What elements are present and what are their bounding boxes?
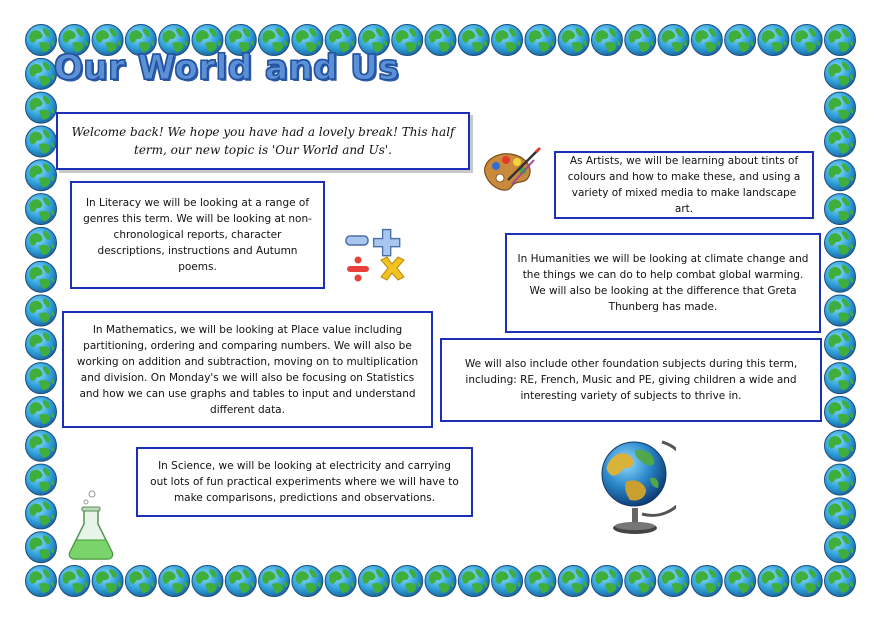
paint-palette-icon	[478, 146, 542, 198]
maths-text: In Mathematics, we will be looking at Place value including partitioning, ordering and comparing numbers. We will also be working on addition and subtraction, moving on to multiplication and division. On Monday's we will also be focusing on Statistics and how we can use graphs and tables to input and understand different data.	[76, 323, 419, 416]
globe-border-icon	[825, 566, 856, 597]
globe-border-icon	[458, 566, 489, 597]
globe-border-icon	[26, 261, 57, 292]
globe-border-icon	[691, 25, 722, 56]
globe-border-icon	[758, 25, 789, 56]
art-text: As Artists, we will be learning about tints of colours and how to make these, and using a variety of mixed media to make landscape art.	[567, 155, 801, 215]
globe-border-icon	[725, 566, 756, 597]
globe-border-icon	[525, 25, 556, 56]
globe-border-icon	[26, 92, 57, 123]
globe-border-icon	[59, 566, 90, 597]
globe-border-icon	[26, 566, 57, 597]
globe-border-icon	[458, 25, 489, 56]
globe-border-icon	[358, 566, 389, 597]
welcome-box	[56, 112, 470, 170]
globe-border-icon	[825, 126, 856, 157]
globe-border-icon	[825, 160, 856, 191]
globe-border-icon	[558, 25, 589, 56]
maths-box	[62, 311, 433, 428]
globe-border-icon	[26, 126, 57, 157]
globe-border-icon	[26, 58, 57, 89]
globe-border-icon	[791, 566, 822, 597]
foundation-box	[440, 338, 822, 422]
globe-border-icon	[26, 532, 57, 563]
welcome-text: Welcome back! We hope you have had a lovely break! This half term, our new topic is 'Our World and Us'.	[71, 125, 455, 157]
globe-border-icon	[259, 566, 290, 597]
globe-border-icon	[825, 194, 856, 225]
humanities-text: In Humanities we will be looking at climate change and the things we can do to help combat global warming. We will also be looking at the difference that Greta Thunberg has made.	[517, 253, 809, 313]
art-box	[554, 151, 814, 219]
globe-border-icon	[26, 295, 57, 326]
globe-border-icon	[825, 498, 856, 529]
globe-border-icon	[825, 464, 856, 495]
globe-border-icon	[591, 566, 622, 597]
globe-border-icon	[825, 532, 856, 563]
globe-border-icon	[225, 566, 256, 597]
humanities-box	[505, 233, 821, 333]
foundation-text: We will also include other foundation subjects during this term, including: RE, French, Music and PE, giving children a wide and interesting variety of subjects to thrive in.	[464, 358, 798, 402]
globe-border-icon	[492, 566, 523, 597]
globe-border-icon	[26, 498, 57, 529]
globe-border-icon	[825, 261, 856, 292]
globe-stand-icon	[596, 430, 676, 538]
globe-border-icon	[292, 566, 323, 597]
globe-border-icon	[825, 329, 856, 360]
globe-border-icon	[125, 566, 156, 597]
science-flask-icon	[66, 488, 116, 560]
globe-border-icon	[26, 25, 57, 56]
globe-border-icon	[658, 566, 689, 597]
globe-border-icon	[492, 25, 523, 56]
globe-border-icon	[26, 227, 57, 258]
globe-border-icon	[558, 566, 589, 597]
globe-border-icon	[625, 566, 656, 597]
globe-border-icon	[26, 430, 57, 461]
science-box	[136, 447, 473, 517]
globe-border-icon	[625, 25, 656, 56]
globe-border-icon	[159, 566, 190, 597]
globe-border-icon	[825, 430, 856, 461]
globe-border-icon	[425, 566, 456, 597]
globe-border-icon	[825, 92, 856, 123]
globe-border-icon	[691, 566, 722, 597]
globe-border-icon	[825, 25, 856, 56]
globe-border-icon	[591, 25, 622, 56]
page-title: Our World and Us	[54, 48, 400, 88]
globe-border-icon	[525, 566, 556, 597]
globe-border-icon	[825, 58, 856, 89]
globe-border-icon	[825, 295, 856, 326]
literacy-box	[70, 181, 325, 289]
globe-border-icon	[425, 25, 456, 56]
globe-border-icon	[26, 160, 57, 191]
globe-border-icon	[192, 566, 223, 597]
globe-border-icon	[658, 25, 689, 56]
globe-border-icon	[392, 566, 423, 597]
globe-border-icon	[725, 25, 756, 56]
math-symbols-icon	[343, 226, 409, 288]
globe-border-icon	[825, 227, 856, 258]
globe-border-icon	[791, 25, 822, 56]
globe-border-icon	[26, 363, 57, 394]
globe-border-icon	[26, 329, 57, 360]
globe-border-icon	[758, 566, 789, 597]
globe-border-icon	[26, 464, 57, 495]
globe-border-icon	[26, 396, 57, 427]
globe-border-icon	[92, 566, 123, 597]
globe-border-icon	[825, 396, 856, 427]
science-text: In Science, we will be looking at electricity and carrying out lots of fun practical experiments where we will have to make comparisons, predictions and observations.	[150, 460, 459, 504]
globe-border-icon	[325, 566, 356, 597]
literacy-text: In Literacy we will be looking at a range of genres this term. We will be looking at non-chronological reports, character descriptions, instructions and Autumn poems.	[83, 197, 312, 273]
globe-border-icon	[26, 194, 57, 225]
globe-border-icon	[825, 363, 856, 394]
